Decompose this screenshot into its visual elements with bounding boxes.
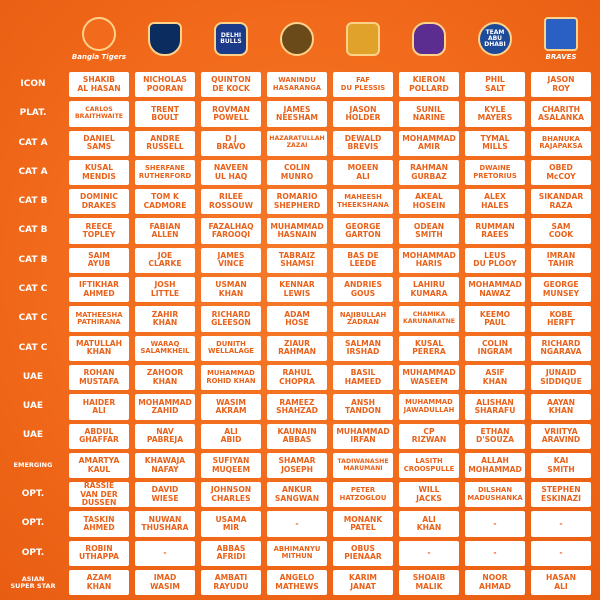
player-cell: NOOR AHMAD xyxy=(465,570,525,595)
player-cell: DWAINE PRETORIUS xyxy=(465,160,525,185)
sword-badge-icon xyxy=(346,22,380,56)
player-cell: HAIDER ALI xyxy=(69,394,129,419)
player-cell: RAHUL CHOPRA xyxy=(267,365,327,390)
player-cell: MOHAMMAD AMIR xyxy=(399,131,459,156)
player-cell: NICHOLAS POORAN xyxy=(135,72,195,97)
falcon-icon xyxy=(478,22,512,56)
player-cell: DAVID WIESE xyxy=(135,482,195,507)
player-cell: MATULLAH KHAN xyxy=(69,336,129,361)
category-label: OPT. xyxy=(21,489,45,500)
category-label: CAT C xyxy=(18,284,48,294)
player-cell: IFTIKHAR AHMED xyxy=(69,277,129,302)
player-cell: AAYAN KHAN xyxy=(531,394,591,419)
player-cell: REECE TOPLEY xyxy=(69,218,129,243)
player-cell: PETER HATZOGLOU xyxy=(333,482,393,507)
player-cell: - xyxy=(267,511,327,536)
player-cell: TASKIN AHMED xyxy=(69,511,129,536)
team-logo xyxy=(66,8,132,70)
player-cell: KARIM JANAT xyxy=(333,570,393,595)
category-label: OPT. xyxy=(21,518,45,529)
bull-shield-icon xyxy=(214,22,248,56)
logo-text: TEAM ABU DHABI xyxy=(484,29,506,48)
player-cell: ALI ABID xyxy=(201,424,261,449)
player-cell: LAHIRU KUMARA xyxy=(399,277,459,302)
player-cell: KUSAL PERERA xyxy=(399,336,459,361)
player-cell: AMBATI RAYUDU xyxy=(201,570,261,595)
player-cell: JUNAID SIDDIQUE xyxy=(531,365,591,390)
player-cell: MUHAMMAD HASNAIN xyxy=(267,218,327,243)
player-cell: FABIAN ALLEN xyxy=(135,218,195,243)
player-cell: ROVMAN POWELL xyxy=(201,101,261,126)
player-cell: DANIEL SAMS xyxy=(69,131,129,156)
category-label: CAT A xyxy=(18,137,48,148)
category-label: PLAT. xyxy=(19,108,47,119)
team-logo xyxy=(462,8,528,70)
player-cell: RICHARD NGARAVA xyxy=(531,336,591,361)
category-label: UAE xyxy=(22,401,44,412)
player-cell: TRENT BOULT xyxy=(135,101,195,126)
player-cell: - xyxy=(531,541,591,566)
player-cell: WASIM AKRAM xyxy=(201,394,261,419)
player-cell: DILSHAN MADUSHANKA xyxy=(465,482,525,507)
player-cell: CHARITH ASALANKA xyxy=(531,101,591,126)
player-cell: NAJIBULLAH ZADRAN xyxy=(333,306,393,331)
team-logo xyxy=(132,8,198,70)
player-cell: ANKUR SANGWAN xyxy=(267,482,327,507)
player-cell: HAZARATULLAH ZAZAI xyxy=(267,131,327,156)
player-cell: QUINTON DE KOCK xyxy=(201,72,261,97)
player-cell: TABRAIZ SHAMSI xyxy=(267,248,327,273)
team-logo xyxy=(396,8,462,70)
player-cell: OBUS PIENAAR xyxy=(333,541,393,566)
player-cell: ABBAS AFRIDI xyxy=(201,541,261,566)
category-label: CAT B xyxy=(18,225,48,236)
player-cell: JAMES NEESHAM xyxy=(267,101,327,126)
player-cell: SIKANDAR RAZA xyxy=(531,189,591,214)
player-cell: SAIM AYUB xyxy=(69,248,129,273)
player-cell: GEORGE MUNSEY xyxy=(531,277,591,302)
player-cell: ROBIN UTHAPPA xyxy=(69,541,129,566)
player-cell: CP RIZWAN xyxy=(399,424,459,449)
player-cell: MONANK PATEL xyxy=(333,511,393,536)
player-cell: SUFIYAN MUQEEM xyxy=(201,453,261,478)
player-cell: LEUS DU PLOOY xyxy=(465,248,525,273)
squad-table xyxy=(0,70,600,598)
b-letter-icon xyxy=(544,17,578,51)
player-cell: WARAQ SALAMKHEIL xyxy=(135,336,195,361)
player-cell: MOHAMMAD ZAHID xyxy=(135,394,195,419)
category-label: CAT B xyxy=(18,196,48,207)
player-cell: GEORGE GARTON xyxy=(333,218,393,243)
player-cell: SHAMAR JOSEPH xyxy=(267,453,327,478)
player-cell: USAMA MIR xyxy=(201,511,261,536)
player-cell: STEPHEN ESKINAZI xyxy=(531,482,591,507)
player-cell: DOMINIC DRAKES xyxy=(69,189,129,214)
player-cell: SAM COOK xyxy=(531,218,591,243)
player-cell: DUNITH WELLALAGE xyxy=(201,336,261,361)
player-cell: ROHAN MUSTAFA xyxy=(69,365,129,390)
player-cell: ALEX HALES xyxy=(465,189,525,214)
player-cell: SALMAN IRSHAD xyxy=(333,336,393,361)
player-cell: NAVEEN UL HAQ xyxy=(201,160,261,185)
player-cell: RAMEEZ SHAHZAD xyxy=(267,394,327,419)
player-cell: VRIITYA ARAVIND xyxy=(531,424,591,449)
player-cell: MOHAMMAD HARIS xyxy=(399,248,459,273)
player-cell: SHAKIB AL HASAN xyxy=(69,72,129,97)
player-cell: ABDUL GHAFFAR xyxy=(69,424,129,449)
player-cell: TADIWANASHE MARUMANI xyxy=(333,453,393,478)
player-cell: JOE CLARKE xyxy=(135,248,195,273)
player-cell: ALLAH MOHAMMAD xyxy=(465,453,525,478)
category-label: EMERGING xyxy=(13,461,53,470)
player-cell: KAUNAIN ABBAS xyxy=(267,424,327,449)
player-cell: ZAHIR KHAN xyxy=(135,306,195,331)
category-label: CAT C xyxy=(18,313,48,324)
team-name: BRAVES xyxy=(545,53,577,61)
player-cell: ANGELO MATHEWS xyxy=(267,570,327,595)
player-cell: SHOAIB MALIK xyxy=(399,570,459,595)
player-cell: OBED McCOY xyxy=(531,160,591,185)
player-cell: KAI SMITH xyxy=(531,453,591,478)
player-cell: IMRAN TAHIR xyxy=(531,248,591,273)
player-cell: AMARTYA KAUL xyxy=(69,453,129,478)
player-cell: - xyxy=(531,511,591,536)
team-logo xyxy=(198,8,264,70)
player-cell: WANINDU HASARANGA xyxy=(267,72,327,97)
logo-text: DELHI BULLS xyxy=(220,32,242,45)
player-cell: MAHEESH THEEKSHANA xyxy=(333,189,393,214)
team-logo xyxy=(528,8,594,70)
player-cell: WILL JACKS xyxy=(399,482,459,507)
player-cell: TOM K CADMORE xyxy=(135,189,195,214)
player-cell: D J BRAVO xyxy=(201,131,261,156)
player-cell: KOBE HERFT xyxy=(531,306,591,331)
player-cell: COLIN INGRAM xyxy=(465,336,525,361)
player-cell: NUWAN THUSHARA xyxy=(135,511,195,536)
player-cell: AZAM KHAN xyxy=(69,570,129,595)
player-cell: BASIL HAMEED xyxy=(333,365,393,390)
player-cell: RASSIE VAN DER DUSSEN xyxy=(69,482,129,507)
player-cell: ABHIMANYU MITHUN xyxy=(267,541,327,566)
player-cell: KIERON POLLARD xyxy=(399,72,459,97)
player-cell: FAZALHAQ FAROOQI xyxy=(201,218,261,243)
player-cell: MUHAMMAD ROHID KHAN xyxy=(201,365,261,390)
player-cell: CARLOS BRAITHWAITE xyxy=(69,101,129,126)
player-cell: SHERFANE RUTHERFORD xyxy=(135,160,195,185)
player-cell: MUHAMMAD WASEEM xyxy=(399,365,459,390)
helmet-icon xyxy=(412,22,446,56)
player-cell: ADAM HOSE xyxy=(267,306,327,331)
category-label: CAT C xyxy=(18,342,48,353)
player-cell: CHAMIKA KARUNARATNE xyxy=(399,306,459,331)
player-cell: FAF DU PLESSIS xyxy=(333,72,393,97)
player-cell: COLIN MUNRO xyxy=(267,160,327,185)
category-label: ASIAN SUPER STAR xyxy=(10,574,56,590)
player-cell: ALISHAN SHARAFU xyxy=(465,394,525,419)
player-cell: ANSH TANDON xyxy=(333,394,393,419)
player-cell: KYLE MAYERS xyxy=(465,101,525,126)
team-header xyxy=(66,8,594,70)
player-cell: ZAHOOR KHAN xyxy=(135,365,195,390)
player-cell: - xyxy=(135,541,195,566)
player-cell: HASAN ALI xyxy=(531,570,591,595)
player-cell: JASON ROY xyxy=(531,72,591,97)
player-cell: RAHMAN GURBAZ xyxy=(399,160,459,185)
player-cell: - xyxy=(465,511,525,536)
player-cell: RICHARD GLEESON xyxy=(201,306,261,331)
player-cell: ASIF KHAN xyxy=(465,365,525,390)
player-cell: KENNAR LEWIS xyxy=(267,277,327,302)
category-label: UAE xyxy=(22,430,44,441)
player-cell: SUNIL NARINE xyxy=(399,101,459,126)
player-cell: ODEAN SMITH xyxy=(399,218,459,243)
player-cell: MUHAMMAD IRFAN xyxy=(333,424,393,449)
player-cell: ZIAUR RAHMAN xyxy=(267,336,327,361)
player-cell: ANDRE RUSSELL xyxy=(135,131,195,156)
player-cell: MUHAMMAD JAWADULLAH xyxy=(399,394,459,419)
player-cell: ETHAN D'SOUZA xyxy=(465,424,525,449)
category-label: CAT B xyxy=(18,254,48,265)
player-cell: ALI KHAN xyxy=(399,511,459,536)
player-cell: JAMES VINCE xyxy=(201,248,261,273)
player-cell: USMAN KHAN xyxy=(201,277,261,302)
team-logo xyxy=(330,8,396,70)
player-cell: BHANUKA RAJAPAKSA xyxy=(531,131,591,156)
player-cell: KUSAL MENDIS xyxy=(69,160,129,185)
player-cell: - xyxy=(465,541,525,566)
category-label: ICON xyxy=(20,78,46,89)
player-cell: DEWALD BREVIS xyxy=(333,131,393,156)
player-cell: TYMAL MILLS xyxy=(465,131,525,156)
player-cell: JOSH LITTLE xyxy=(135,277,195,302)
team-logo xyxy=(264,8,330,70)
player-cell: MATHEESHA PATHIRANA xyxy=(69,306,129,331)
player-cell: MOHAMMAD NAWAZ xyxy=(465,277,525,302)
category-label: UAE xyxy=(22,371,44,382)
player-cell: MOEEN ALI xyxy=(333,160,393,185)
player-cell: IMAD WASIM xyxy=(135,570,195,595)
player-cell: ANDRIES GOUS xyxy=(333,277,393,302)
player-cell: LASITH CROOSPULLE xyxy=(399,453,459,478)
category-label: OPT. xyxy=(21,547,45,558)
player-cell: JASON HOLDER xyxy=(333,101,393,126)
player-cell: BAS DE LEEDE xyxy=(333,248,393,273)
player-cell: KEEMO PAUL xyxy=(465,306,525,331)
player-cell: RILEE ROSSOUW xyxy=(201,189,261,214)
player-cell: NAV PABREJA xyxy=(135,424,195,449)
crest-icon xyxy=(280,22,314,56)
tiger-icon xyxy=(82,17,116,51)
player-cell: - xyxy=(399,541,459,566)
player-cell: JOHNSON CHARLES xyxy=(201,482,261,507)
shield-icon xyxy=(148,22,182,56)
player-cell: PHIL SALT xyxy=(465,72,525,97)
player-cell: KHAWAJA NAFAY xyxy=(135,453,195,478)
category-label: CAT A xyxy=(18,166,48,177)
player-cell: AKEAL HOSEIN xyxy=(399,189,459,214)
team-name: Bangla Tigers xyxy=(71,53,127,61)
player-cell: RUMMAN RAEES xyxy=(465,218,525,243)
player-cell: ROMARIO SHEPHERD xyxy=(267,189,327,214)
